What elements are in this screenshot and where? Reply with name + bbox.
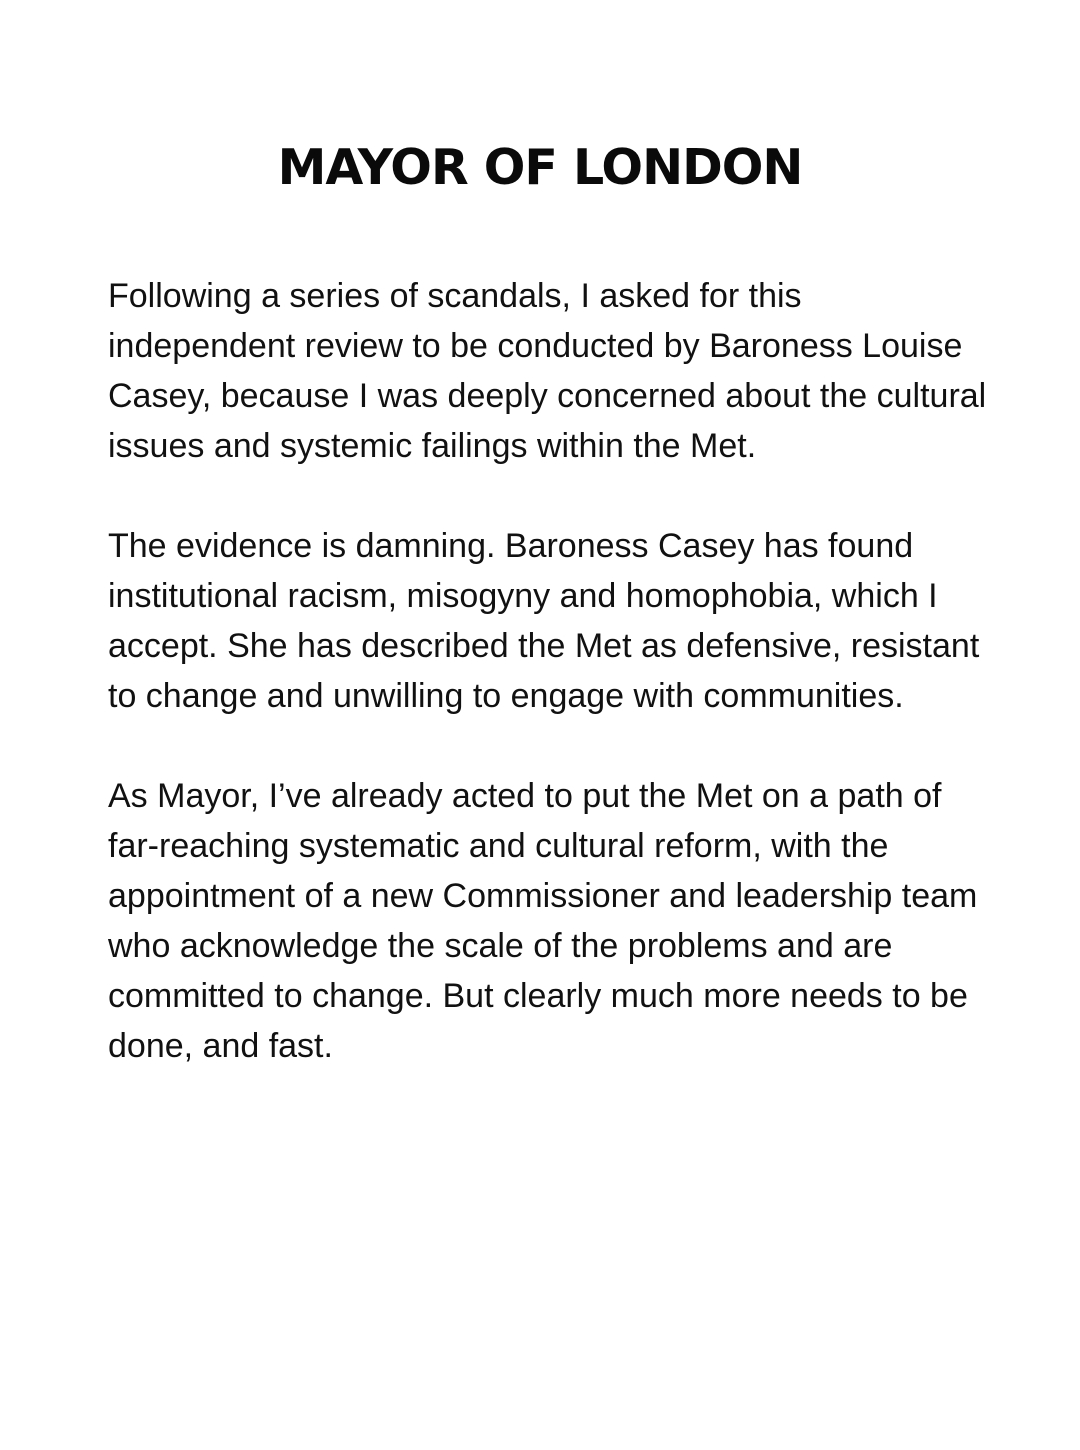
statement-body bbox=[108, 271, 988, 1121]
paragraph-intro: Following a series of scandals, I asked for this independent review to be conducted by Baroness Louise Casey, because I was deeply concerned about the cultural issues and systemic failings within the Met. bbox=[108, 277, 987, 465]
paragraph-reform: As Mayor, I’ve already acted to put the Met on a path of far-reaching systematic and cultural reform, with the appointment of a new Commissioner and leadership team who acknowledge the scale of the problems and are committed to change. But clearly much more needs to be done, and fast. bbox=[108, 777, 978, 1065]
mayor-of-london-logo: MAYOR OF LONDON bbox=[277, 139, 803, 196]
paragraph-evidence: The evidence is damning. Baroness Casey has found institutional racism, misogyny and homophobia, which I accept. She has described the Met as defensive, resistant to change and unwilling to engage with communities. bbox=[108, 527, 980, 715]
